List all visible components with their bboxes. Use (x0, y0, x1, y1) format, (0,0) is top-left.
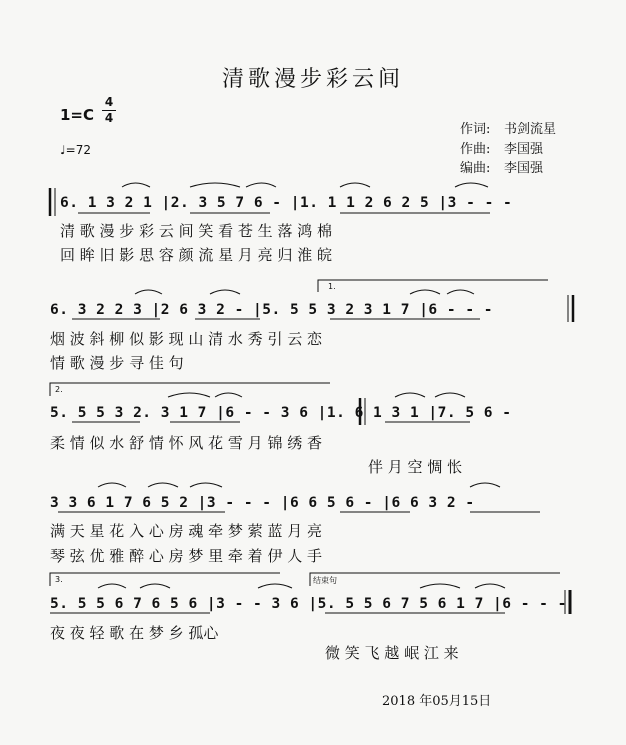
lyrics-row-1-verse-1: 清 歌 漫 步 彩 云 间 笑 看 苍 生 落 鸿 棉 (60, 222, 332, 240)
key-signature: 1=C (60, 106, 95, 124)
notation-row-5: 5. 5 5 6 7 6 5 6 |3 - - 3 6 |5. 5 5 6 7 5 6 1 7 |6 - - - (50, 596, 567, 612)
ending-label-3: 3. (55, 575, 63, 584)
lyrics-row-3-verse-1: 柔 情 似 水 舒 情 怀 风 花 雪 月 锦 绣 香 (50, 434, 322, 452)
notation-row-1: 6. 1 3 2 1 |2. 3 5 7 6 - |1. 1 1 2 6 2 5 |3 - - - (60, 195, 513, 211)
lyrics-row-1-verse-2: 回 眸 旧 影 思 容 颜 流 星 月 亮 归 淮 皖 (60, 246, 332, 264)
notation-row-2: 6. 3 2 2 3 |2 6 3 2 - |5. 5 5 3 2 3 1 7 |6 - - - (50, 302, 494, 318)
meter-bottom: 4 (104, 111, 114, 125)
ending-label-1: 1. (328, 282, 336, 291)
lyrics-row-5-verse-1: 夜 夜 轻 歌 在 梦 乡 孤心 (50, 624, 219, 642)
lyrics-row-2-verse-1: 烟 波 斜 柳 似 影 现 山 清 水 秀 引 云 恋 (50, 330, 322, 348)
lyrics-row-3-verse-2: 伴 月 空 惆 怅 (368, 458, 463, 476)
notation-row-4: 3 3 6 1 7 6 5 2 |3 - - - |6 6 5 6 - |6 6 3 2 - (50, 495, 475, 511)
lyrics-row-4-verse-1: 满 天 星 花 入 心 房 魂 牵 梦 萦 蓝 月 亮 (50, 522, 322, 540)
credit-lyricist: 作词: 书剑流星 (460, 122, 557, 137)
credit-arranger: 编曲: 李国强 (460, 161, 544, 176)
meter-top: 4 (104, 95, 114, 109)
ending-label-2: 2. (55, 385, 63, 394)
tempo-mark: ♩=72 (60, 143, 91, 157)
ending-label-final: 结束句 (313, 576, 337, 585)
notation-row-3: 5. 5 5 3 2. 3 1 7 |6 - - 3 6 |1. 6 1 3 1 |7. 5 6 - (50, 405, 512, 421)
date-stamp: 2018 年05月15日 (382, 694, 492, 709)
credit-composer: 作曲: 李国强 (460, 142, 544, 157)
page-title: 清歌漫步彩云间 (221, 67, 404, 92)
lyrics-row-5-verse-2: 微 笑 飞 越 岷 江 来 (325, 644, 459, 662)
lyrics-row-4-verse-2: 琴 弦 优 雅 醉 心 房 梦 里 牵 着 伊 人 手 (50, 547, 322, 565)
lyrics-row-2-verse-2: 情 歌 漫 步 寻 佳 句 (50, 354, 184, 372)
